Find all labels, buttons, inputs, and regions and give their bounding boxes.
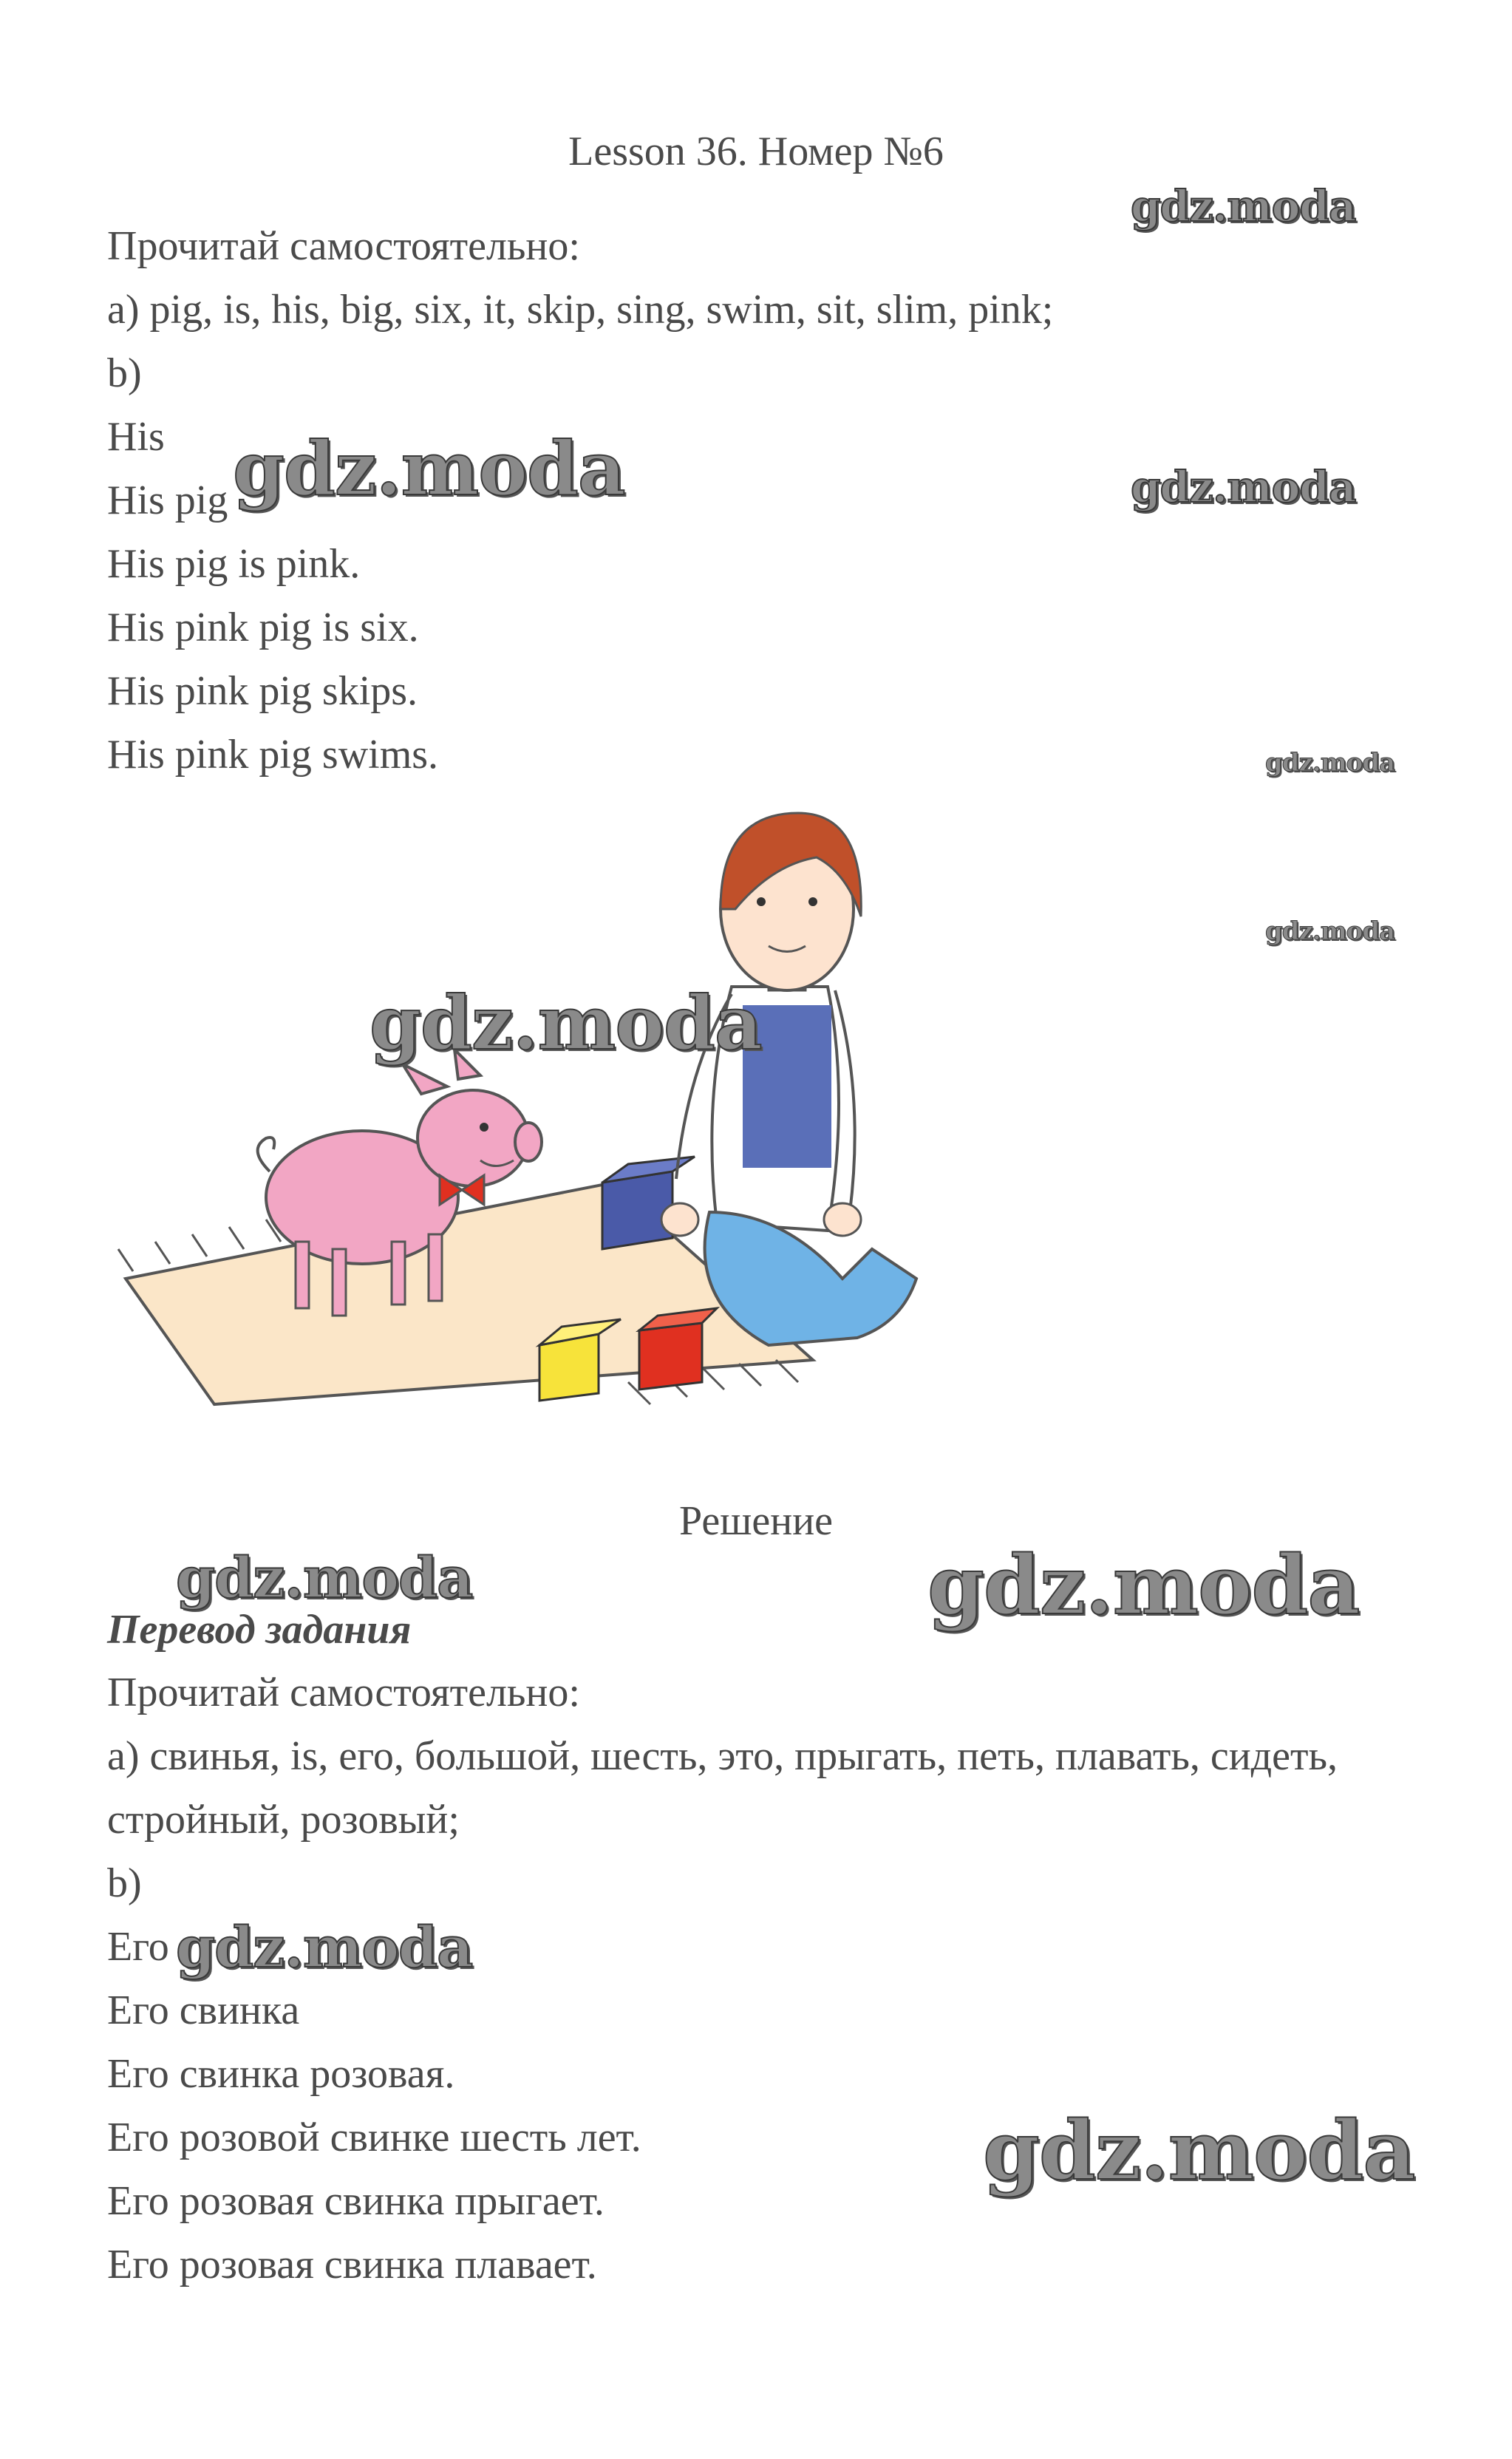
task-line: His pink pig swims. bbox=[107, 732, 439, 778]
solution-line: Его свинка розовая. bbox=[107, 2051, 455, 2097]
task-line: His pink pig skips. bbox=[107, 668, 418, 714]
task-part-b-label: b) bbox=[107, 350, 142, 396]
task-line: His pig bbox=[107, 477, 228, 523]
solution-part-b-label: b) bbox=[107, 1860, 142, 1906]
task-instruction: Прочитай самостоятельно: bbox=[107, 223, 580, 269]
watermark: gdz.moda bbox=[233, 425, 625, 512]
watermark: gdz.moda bbox=[176, 1545, 473, 1611]
section-title: Перевод задания bbox=[107, 1607, 412, 1653]
task-part-a: a) pig, is, his, big, six, it, skip, sing, swim, sit, slim, pink; bbox=[107, 287, 1054, 333]
solution-title: Решение bbox=[678, 1498, 834, 1544]
solution-instruction: Прочитай самостоятельно: bbox=[107, 1670, 580, 1715]
watermark: gdz.moda bbox=[370, 979, 762, 1067]
task-line: His pink pig is six. bbox=[107, 605, 419, 650]
watermark: gdz.moda bbox=[1265, 916, 1395, 946]
watermark: gdz.moda bbox=[983, 2103, 1415, 2198]
solution-part-a-line1: a) свинья, is, его, большой, шесть, это, прыгать, петь, плавать, сидеть, bbox=[107, 1733, 1338, 1779]
watermark: gdz.moda bbox=[927, 1537, 1360, 1633]
task-line: His pig is pink. bbox=[107, 541, 361, 587]
watermark: gdz.moda bbox=[1265, 748, 1395, 778]
solution-line: Его розовая свинка прыгает. bbox=[107, 2178, 605, 2224]
watermark: gdz.moda bbox=[1131, 181, 1356, 231]
solution-line: Его bbox=[107, 1924, 169, 1970]
page-title: Lesson 36. Номер №6 bbox=[568, 129, 944, 174]
solution-line: Его свинка bbox=[107, 1987, 300, 2033]
watermark: gdz.moda bbox=[176, 1914, 473, 1980]
watermark: gdz.moda bbox=[1131, 462, 1356, 512]
solution-line: Его розовой свинке шесть лет. bbox=[107, 2115, 641, 2160]
task-line: His bbox=[107, 414, 165, 460]
solution-part-a-line2: стройный, розовый; bbox=[107, 1797, 460, 1843]
boy-and-pig-illustration bbox=[111, 798, 998, 1434]
solution-line: Его розовая свинка плавает. bbox=[107, 2242, 597, 2288]
